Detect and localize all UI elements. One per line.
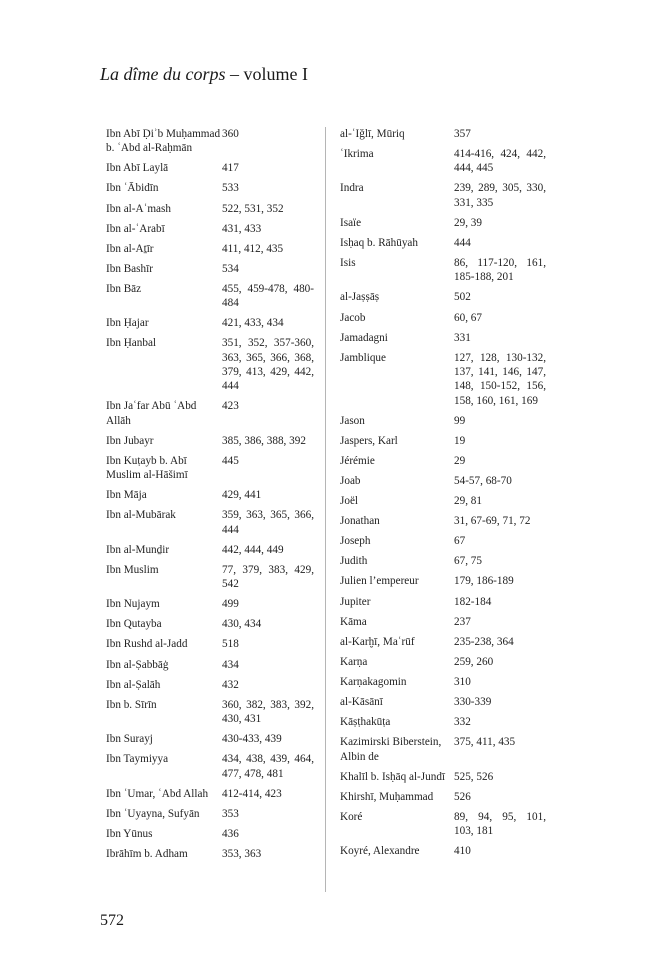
index-term: Ibn Māja xyxy=(106,489,147,502)
index-entry xyxy=(106,732,314,746)
index-pages: 235-238, 364 xyxy=(454,635,514,648)
index-entry xyxy=(340,675,546,689)
index-entry xyxy=(340,127,546,141)
index-term: ʿIkrima xyxy=(340,148,374,161)
index-pages: 19 xyxy=(454,434,466,447)
index-pages: 360 xyxy=(222,128,239,140)
index-entry xyxy=(340,494,546,508)
index-entry xyxy=(340,574,546,588)
index-pages: 534 xyxy=(222,262,239,275)
index-pages: 455, 459-478, 480-484 xyxy=(222,282,314,310)
index-pages: 412-414, 423 xyxy=(222,787,282,800)
index-term: Jamadagni xyxy=(340,331,388,344)
index-entry xyxy=(340,147,546,176)
index-entry xyxy=(340,770,546,784)
index-pages: 533 xyxy=(222,182,239,195)
index-pages: 410 xyxy=(454,845,471,858)
index-pages: 54-57, 68-70 xyxy=(454,475,512,487)
index-pages: 445 xyxy=(222,454,239,467)
index-entry xyxy=(340,290,546,304)
index-column-right xyxy=(340,127,546,864)
index-term: Judith xyxy=(340,555,368,568)
index-term: Ibn b. Sīrīn xyxy=(106,698,157,711)
index-pages: 421, 433, 434 xyxy=(222,317,284,330)
index-pages: 423 xyxy=(222,400,239,413)
index-entry xyxy=(340,655,546,669)
index-pages: 310 xyxy=(454,675,471,688)
index-term: Kāma xyxy=(340,615,367,628)
page-number: 572 xyxy=(100,912,124,929)
index-pages: 29 xyxy=(454,454,466,467)
index-entry xyxy=(106,222,314,236)
index-term: Ibn al-Aṯīr xyxy=(106,242,154,255)
index-pages: 525, 526 xyxy=(454,770,494,783)
index-entry xyxy=(340,844,546,858)
index-entry xyxy=(106,434,314,448)
index-pages: 239, 289, 305, 330, 331, 335 xyxy=(454,182,546,209)
index-pages: 411, 412, 435 xyxy=(222,242,284,255)
index-term: Julien l’empereur xyxy=(340,575,419,588)
index-term: Karṇa xyxy=(340,655,368,668)
index-term: Joël xyxy=(340,495,359,508)
index-pages: 29, 39 xyxy=(454,216,482,229)
index-pages: 417 xyxy=(222,162,239,175)
index-term: Ibn Jubayr xyxy=(106,434,154,447)
index-entry xyxy=(340,715,546,729)
index-term: Ibn Bashīr xyxy=(106,262,153,275)
index-entry xyxy=(340,236,546,250)
index-pages: 182-184 xyxy=(454,595,492,608)
index-term: Ibn al-Ṣalāh xyxy=(106,678,161,691)
index-entry xyxy=(106,202,314,216)
index-term: Ibn Nujaym xyxy=(106,598,160,611)
index-term: Kazimirski Biberstein, Albin de xyxy=(340,736,442,763)
index-pages: 330-339 xyxy=(454,696,492,709)
index-entry xyxy=(106,597,314,611)
index-term: Koyré, Alexandre xyxy=(340,845,420,858)
index-pages: 353, 363 xyxy=(222,847,262,860)
index-term: Ibn Abī Ḍiʾb Muḥammad b. ʿAbd al-Raḥmān xyxy=(106,128,221,155)
index-pages: 357 xyxy=(454,128,471,140)
index-term: Ibrāhīm b. Adham xyxy=(106,847,188,860)
index-term: al-Karḫī, Maʿrūf xyxy=(340,635,415,648)
index-term: Ibn al-Ṣabbāġ xyxy=(106,658,169,671)
index-term: Ibn Taymiyya xyxy=(106,753,169,766)
index-term: Ibn ʿUyayna, Sufyān xyxy=(106,807,200,820)
index-term: Indra xyxy=(340,182,364,195)
index-entry xyxy=(340,615,546,629)
index-term: Kāṣṭhakūṭa xyxy=(340,716,391,729)
index-entry xyxy=(106,637,314,651)
index-entry xyxy=(106,543,314,557)
index-entry xyxy=(106,336,314,393)
index-pages: 431, 433 xyxy=(222,222,262,235)
index-pages: 127, 128, 130-132, 137, 141, 146, 147, 148, 150-152, 156, 158, 160, 161, 169 xyxy=(454,351,546,407)
book-title: La dîme du corps xyxy=(100,64,226,84)
index-term: Ibn Surayj xyxy=(106,733,153,746)
index-entry xyxy=(106,181,314,195)
index-entry xyxy=(106,617,314,631)
index-term: Jaspers, Karl xyxy=(340,434,398,447)
index-pages: 434 xyxy=(222,658,239,671)
index-pages: 385, 386, 388, 392 xyxy=(222,434,306,447)
index-entry xyxy=(106,282,314,311)
index-term: Isḥaq b. Rāhūyah xyxy=(340,236,418,249)
index-entry xyxy=(340,534,546,548)
index-term: Ibn al-Munḏir xyxy=(106,543,170,556)
volume-label: – volume I xyxy=(225,64,308,84)
index-term: Ibn Abī Laylā xyxy=(106,162,169,175)
index-term: Khirshī, Muḥammad xyxy=(340,790,434,803)
index-entry xyxy=(340,181,546,210)
index-pages: 434, 438, 439, 464, 477, 478, 481 xyxy=(222,753,314,780)
index-term: Jacob xyxy=(340,311,366,324)
index-entry xyxy=(106,563,314,592)
index-entry xyxy=(106,827,314,841)
index-entry xyxy=(340,331,546,345)
index-entry xyxy=(106,127,314,156)
index-term: Ibn Bāz xyxy=(106,282,142,295)
index-pages: 67, 75 xyxy=(454,555,482,568)
index-pages: 351, 352, 357-360, 363, 365, 366, 368, 379, 413, 429, 442, 444 xyxy=(222,337,314,393)
index-pages: 29, 81 xyxy=(454,495,482,508)
index-entry xyxy=(340,434,546,448)
index-pages: 359, 363, 365, 366, 444 xyxy=(222,509,314,536)
index-entry xyxy=(106,399,314,428)
index-pages: 360, 382, 383, 392, 430, 431 xyxy=(222,698,314,726)
index-pages: 375, 411, 435 xyxy=(454,736,516,749)
index-pages: 31, 67-69, 71, 72 xyxy=(454,515,531,528)
index-term: Ibn Rushd al-Jadd xyxy=(106,638,188,651)
index-pages: 444 xyxy=(454,236,471,249)
index-entry xyxy=(106,454,314,483)
index-pages: 332 xyxy=(454,716,471,729)
index-term: Ibn Muslim xyxy=(106,563,159,576)
index-pages: 429, 441 xyxy=(222,489,262,502)
index-entry xyxy=(106,658,314,672)
index-term: Ibn Yūnus xyxy=(106,827,153,840)
index-pages: 77, 379, 383, 429, 542 xyxy=(222,563,314,591)
index-pages: 499 xyxy=(222,598,239,611)
index-pages: 179, 186-189 xyxy=(454,575,514,588)
index-pages: 99 xyxy=(454,414,466,427)
index-entry xyxy=(340,474,546,488)
index-entry xyxy=(106,242,314,256)
index-entry xyxy=(340,414,546,428)
index-pages: 430, 434 xyxy=(222,618,262,631)
index-column-left xyxy=(106,127,314,867)
index-pages: 502 xyxy=(454,291,471,304)
index-entry xyxy=(106,508,314,537)
index-pages: 442, 444, 449 xyxy=(222,543,284,556)
index-term: Ibn Qutayba xyxy=(106,618,162,631)
index-entry xyxy=(340,554,546,568)
index-term: Ibn al-Mubārak xyxy=(106,509,176,522)
index-pages: 89, 94, 95, 101, 103, 181 xyxy=(454,810,546,838)
index-term: Ibn Jaʿfar Abū ʿAbd Allāh xyxy=(106,400,197,427)
index-entry xyxy=(340,454,546,468)
index-entry xyxy=(106,787,314,801)
index-pages: 331 xyxy=(454,331,471,344)
index-entry xyxy=(340,635,546,649)
index-term: Isis xyxy=(340,257,356,270)
index-entry xyxy=(340,351,546,408)
index-term: Isaïe xyxy=(340,216,362,229)
index-term: Jérémie xyxy=(340,454,375,467)
index-entry xyxy=(106,698,314,727)
index-entry xyxy=(106,316,314,330)
index-entry xyxy=(340,810,546,839)
index-entry xyxy=(106,161,314,175)
index-entry xyxy=(340,695,546,709)
index-entry xyxy=(106,752,314,781)
index-pages: 67 xyxy=(454,535,466,548)
index-pages: 430-433, 439 xyxy=(222,733,282,746)
index-term: Ibn ʿĀbidīn xyxy=(106,182,159,195)
index-entry xyxy=(106,262,314,276)
index-pages: 86, 117-120, 161, 185-188, 201 xyxy=(454,257,546,284)
index-term: Ibn ʿUmar, ʿAbd Allah xyxy=(106,787,209,800)
index-term: Jamblique xyxy=(340,351,386,364)
column-divider xyxy=(325,127,326,892)
index-term: al-Kāsānī xyxy=(340,696,383,709)
index-term: Jupiter xyxy=(340,595,371,608)
index-term: Joseph xyxy=(340,535,371,548)
index-term: Jonathan xyxy=(340,515,380,528)
index-entry xyxy=(106,678,314,692)
index-pages: 436 xyxy=(222,827,239,840)
index-entry xyxy=(340,256,546,285)
index-term: Joab xyxy=(340,475,361,487)
index-entry xyxy=(340,311,546,325)
index-term: Ibn al-Aʿmash xyxy=(106,202,171,215)
running-header xyxy=(100,64,308,85)
index-term: Ibn Ḥajar xyxy=(106,317,149,330)
index-term: Karṇakagomin xyxy=(340,675,407,688)
index-term: Ibn Ḥanbal xyxy=(106,337,157,350)
index-term: Ibn Kuṭayb b. Abī Muslim al-Hāšimī xyxy=(106,454,188,482)
index-pages: 522, 531, 352 xyxy=(222,202,284,215)
index-entry xyxy=(106,847,314,861)
index-entry xyxy=(106,488,314,502)
index-pages: 237 xyxy=(454,615,471,628)
index-term: Khalīl b. Isḥāq al-Jundī xyxy=(340,770,446,783)
index-entry xyxy=(340,790,546,804)
index-pages: 414-416, 424, 442, 444, 445 xyxy=(454,148,546,175)
index-entry xyxy=(340,216,546,230)
index-pages: 518 xyxy=(222,638,239,651)
index-pages: 259, 260 xyxy=(454,655,494,668)
index-term: al-Jaṣṣāṣ xyxy=(340,291,380,304)
index-entry xyxy=(340,514,546,528)
index-term: al-ʿIğlī, Mūriq xyxy=(340,128,405,140)
index-entry xyxy=(106,807,314,821)
index-pages: 526 xyxy=(454,790,471,803)
index-entry xyxy=(340,595,546,609)
index-term: Ibn al-ʿArabī xyxy=(106,222,165,235)
index-pages: 353 xyxy=(222,807,239,820)
index-pages: 432 xyxy=(222,678,239,691)
index-entry xyxy=(340,735,546,764)
index-term: Koré xyxy=(340,810,363,823)
index-pages: 60, 67 xyxy=(454,311,482,324)
index-term: Jason xyxy=(340,414,365,427)
